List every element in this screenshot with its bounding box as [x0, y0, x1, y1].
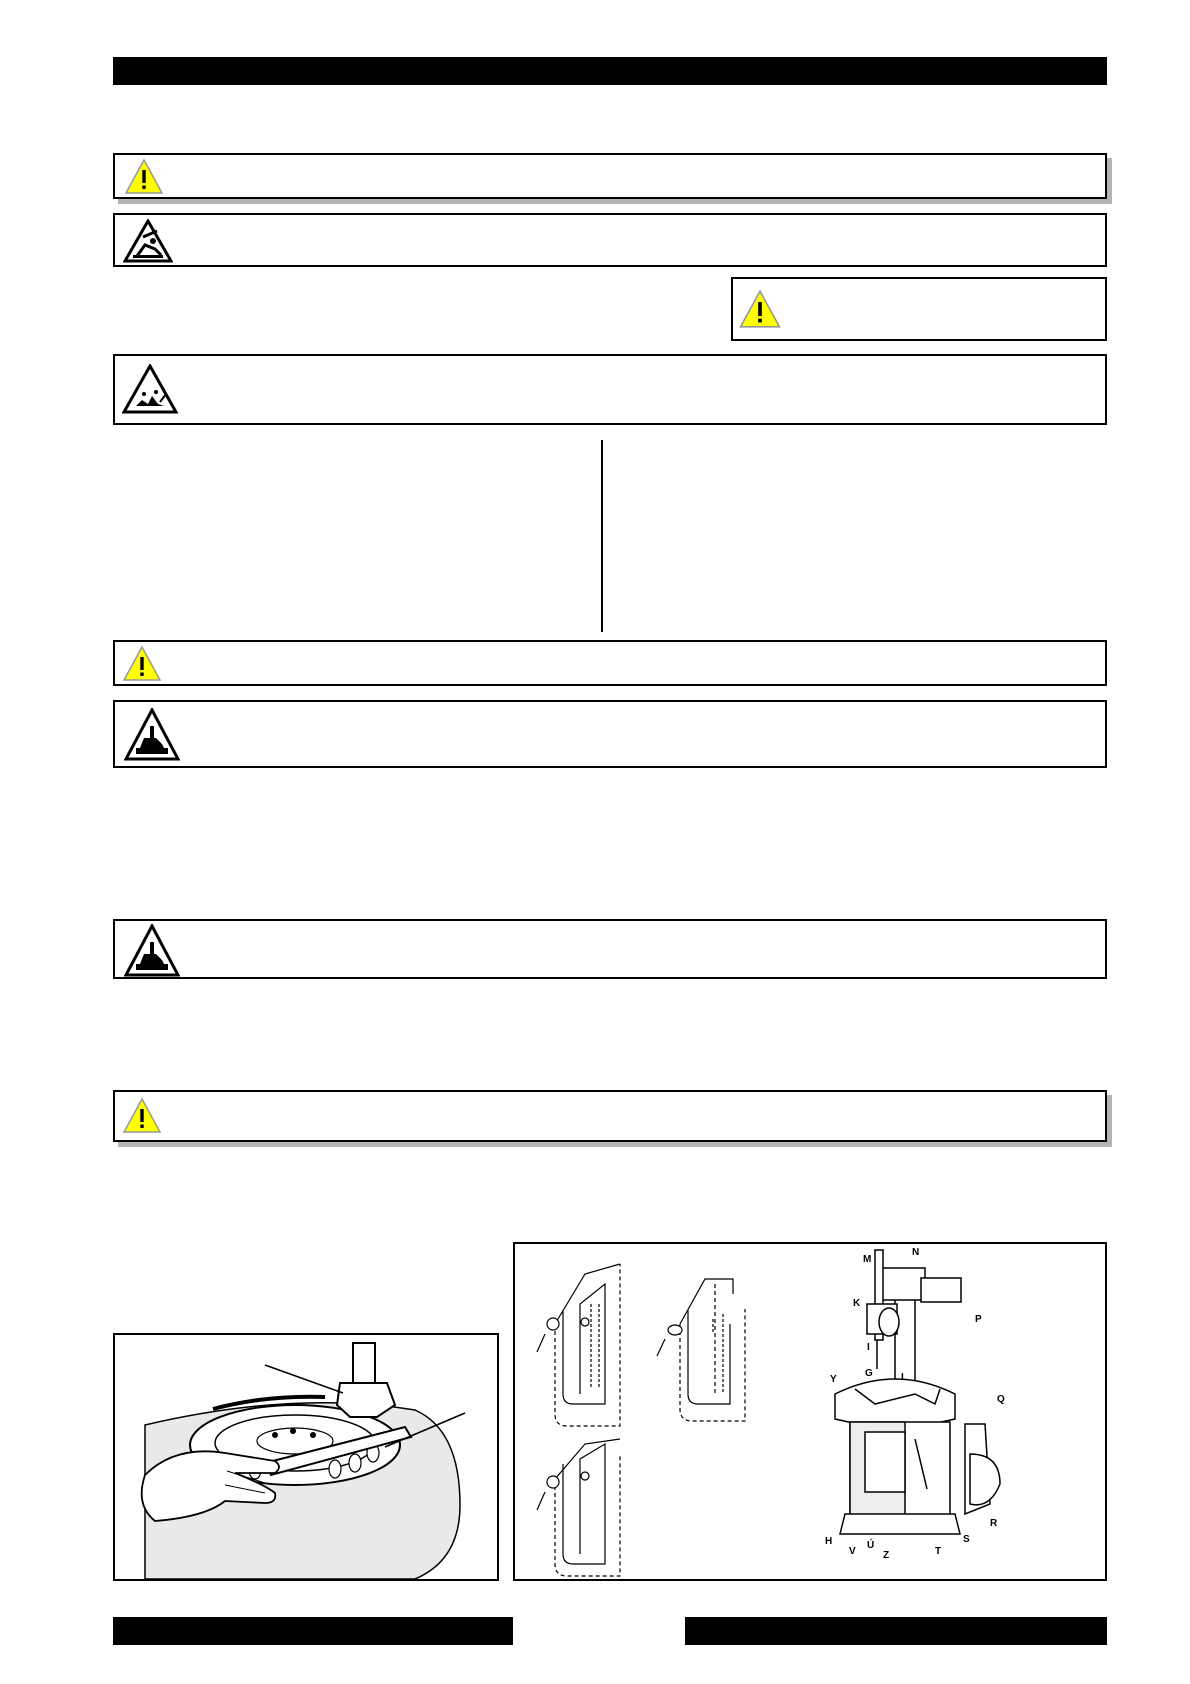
crush-hazard-icon: [123, 219, 173, 268]
caution-box-2: [731, 277, 1107, 341]
column-divider: [601, 440, 603, 632]
caution-triangle-icon: [738, 289, 782, 334]
hand-pinch-hazard-icon: [124, 924, 180, 983]
hand-pinch-hazard-box-2: [113, 919, 1107, 979]
callout-label: Z: [883, 1550, 890, 1561]
callout-label: V: [849, 1546, 856, 1557]
hand-pinch-hazard-icon: [124, 708, 180, 767]
explosion-hazard-box: [113, 354, 1107, 425]
callout-label: L: [901, 1372, 908, 1383]
caution-triangle-icon: [122, 645, 162, 687]
callout-label: I: [867, 1342, 870, 1353]
caution-box-3: [113, 640, 1107, 686]
wheel-tool-figure: [113, 1333, 499, 1581]
callout-label: H: [825, 1536, 833, 1547]
footer-bar-right: [685, 1617, 1107, 1645]
caution-triangle-icon: [124, 158, 164, 200]
footer-bar-left: [113, 1617, 513, 1645]
callout-label: P: [975, 1314, 982, 1325]
callout-label: R: [990, 1518, 998, 1529]
caution-box-4: [113, 1090, 1107, 1142]
explosion-hazard-icon: [122, 364, 178, 419]
crush-hazard-box: [113, 213, 1107, 267]
callout-label: S: [963, 1534, 970, 1545]
hand-pinch-hazard-box-1: [113, 700, 1107, 768]
header-bar: [113, 57, 1107, 85]
caution-box-1: [113, 153, 1107, 199]
callout-label: Q: [997, 1394, 1005, 1405]
callout-label: K: [853, 1298, 861, 1309]
callout-label: T: [935, 1546, 942, 1557]
callout-label: M: [863, 1254, 872, 1265]
callout-label: N: [912, 1247, 920, 1258]
machine-callout-labels: [513, 1242, 1107, 1581]
caution-triangle-icon: [122, 1097, 162, 1139]
callout-label: Ú: [867, 1540, 875, 1551]
callout-label: Y: [830, 1374, 837, 1385]
callout-label: G: [865, 1368, 873, 1379]
